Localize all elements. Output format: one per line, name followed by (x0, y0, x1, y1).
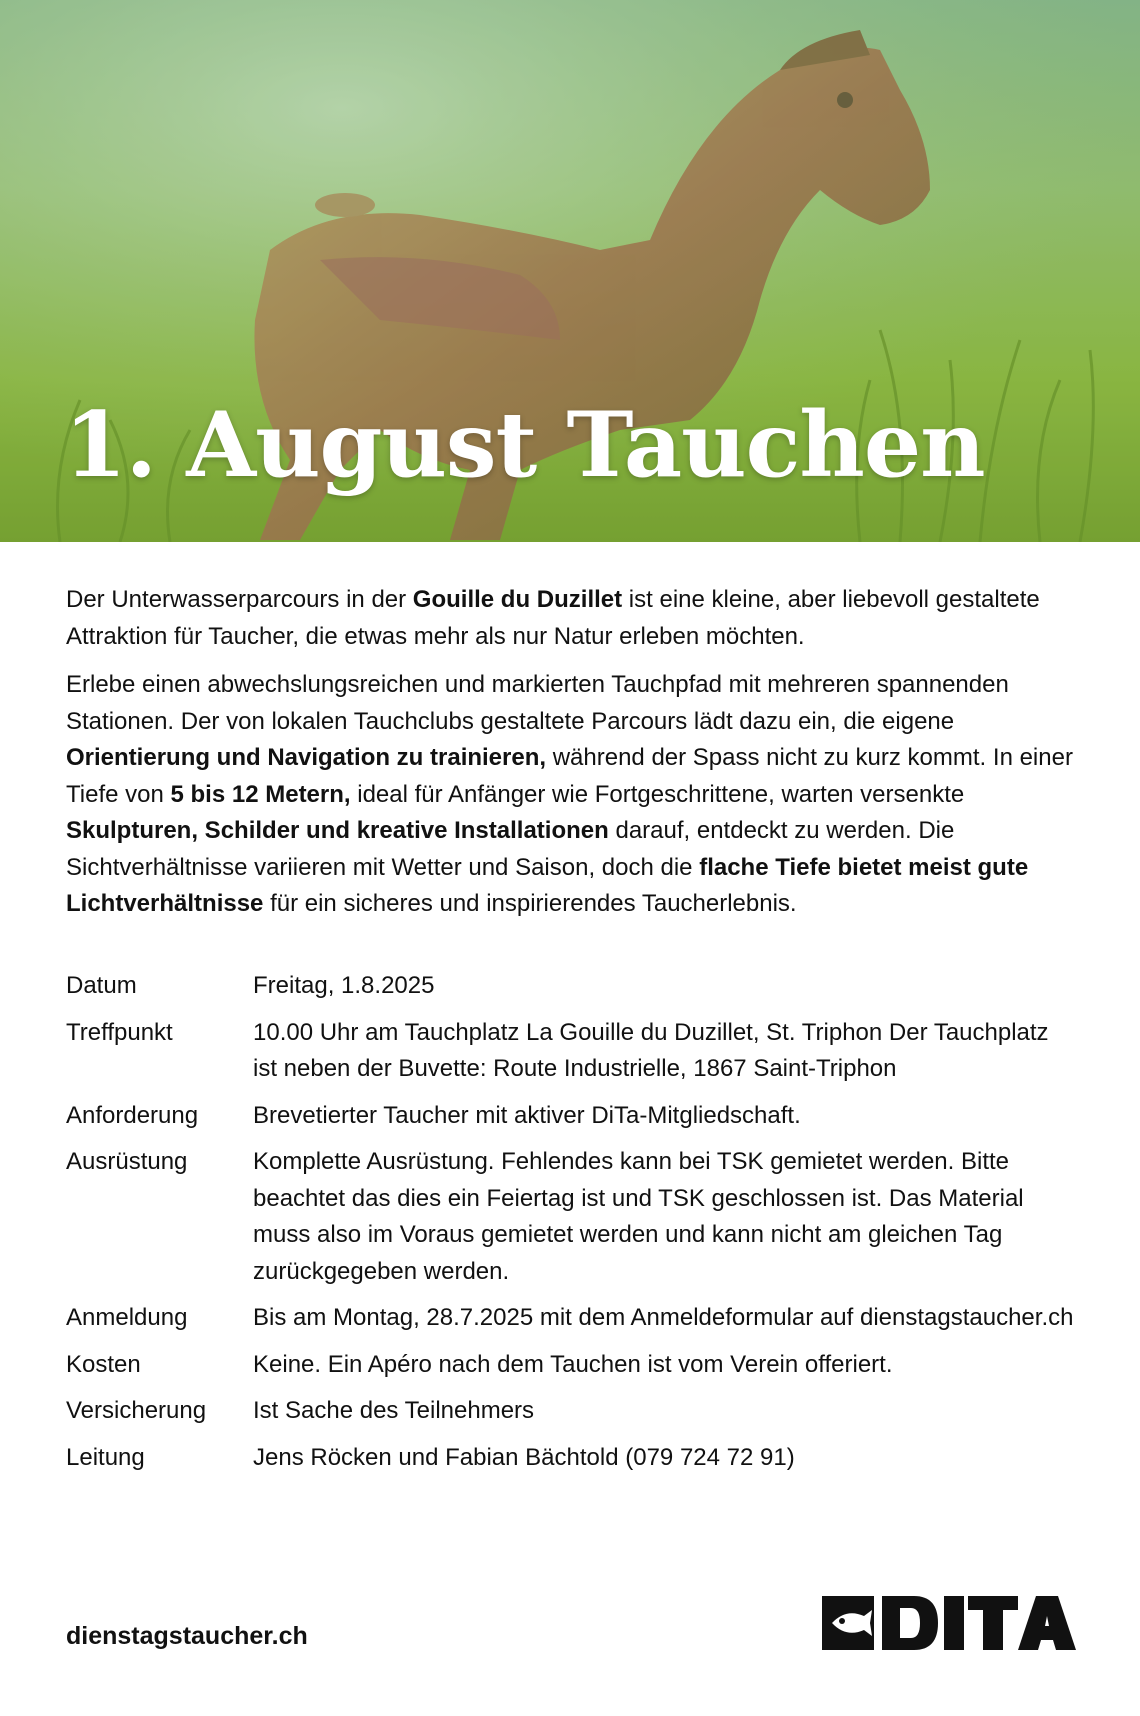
detail-value: Ist Sache des Teilnehmers (253, 1397, 535, 1424)
detail-value: Brevetierter Taucher mit aktiver DiTa-Mitgliedschaft. (253, 1101, 801, 1129)
page-title: 1. August Tauchen (64, 392, 985, 498)
detail-row-anmeldung (66, 1300, 1076, 1337)
detail-row-treffpunkt (66, 1015, 1076, 1088)
detail-label: Kosten (66, 1350, 141, 1378)
detail-value: Keine. Ein Apéro nach dem Tauchen ist vom Verein offeriert. (253, 1350, 893, 1378)
fish-icon (822, 1596, 874, 1650)
detail-row-versicherung (66, 1393, 1076, 1430)
text-run: ist eine kleine, aber liebevoll gestaltete Attraktion für Taucher, die etwas mehr als nur Natur erleben möchten. (66, 586, 1040, 650)
detail-label: Ausrüstung (66, 1148, 188, 1175)
detail-label: Treffpunkt (66, 1018, 173, 1046)
text-run: darauf, entdeckt zu werden. Die Sichtverhältnisse variieren mit Wetter und Saison, doch die (66, 817, 955, 881)
intro-text (66, 582, 1076, 935)
intro-paragraph-2 (66, 667, 1076, 923)
detail-label: Anforderung (66, 1101, 199, 1129)
highlight-text: Skulpturen, Schilder und kreative Installationen (66, 817, 609, 844)
detail-label: Leitung (66, 1443, 145, 1471)
text-run: Der Unterwasserparcours in der (66, 586, 413, 613)
detail-row-kosten (66, 1347, 1076, 1384)
detail-row-leitung (66, 1440, 1076, 1477)
text-run: während der Spass nicht zu kurz kommt. In einer Tiefe von (66, 744, 1073, 808)
detail-label: Anmeldung (66, 1304, 188, 1331)
highlight-location: Gouille du Duzillet (412, 586, 623, 613)
text-run: ideal für Anfänger wie Fortgeschrittene, warten versenkte (350, 780, 965, 808)
detail-value: Komplette Ausrüstung. Fehlendes kann bei TSK gemietet werden. Bitte beachtet das dies ein Feiertag ist und TSK geschlossen ist. Das Material muss also im Voraus gemietet werden und kann nicht am gleichen Tag zurückgegeben werden. (253, 1148, 1024, 1285)
event-details (66, 968, 1076, 1486)
detail-row-anforderung (66, 1098, 1076, 1135)
website-link[interactable]: dienstagstaucher.ch (66, 1622, 308, 1650)
intro-paragraph-1 (66, 582, 1076, 655)
highlight-text: Orientierung und Navigation zu trainieren, (66, 744, 547, 771)
detail-value: Bis am Montag, 28.7.2025 mit dem Anmeldeformular auf dienstagstaucher.ch (253, 1304, 1074, 1331)
detail-label: Datum (66, 972, 137, 999)
highlight-text: flache Tiefe bietet meist gute Lichtverhältnisse (66, 853, 1029, 917)
text-run: Erlebe einen abwechslungsreichen und markierten Tauchpfad mit mehreren spannenden Stationen. Der von lokalen Tauchclubs gestaltete Parcours lädt dazu ein, die eigene (66, 671, 1009, 735)
detail-value: Freitag, 1.8.2025 (253, 972, 435, 999)
detail-value: 10.00 Uhr am Tauchplatz La Gouille du Duzillet, St. Triphon Der Tauchplatz ist neben der Buvette: Route Industrielle, 1867 Saint-Triphon (253, 1018, 1049, 1082)
highlight-text: 5 bis 12 Metern, (170, 780, 351, 808)
detail-row-datum (66, 968, 1076, 1005)
detail-value: Jens Röcken und Fabian Bächtold (079 724 72 91) (253, 1443, 795, 1471)
detail-label: Versicherung (66, 1397, 207, 1424)
dita-logo (822, 1596, 1076, 1650)
detail-row-ausruestung (66, 1144, 1076, 1290)
hero-image (0, 0, 1140, 542)
text-run: für ein sicheres und inspirierendes Taucherlebnis. (263, 890, 797, 917)
